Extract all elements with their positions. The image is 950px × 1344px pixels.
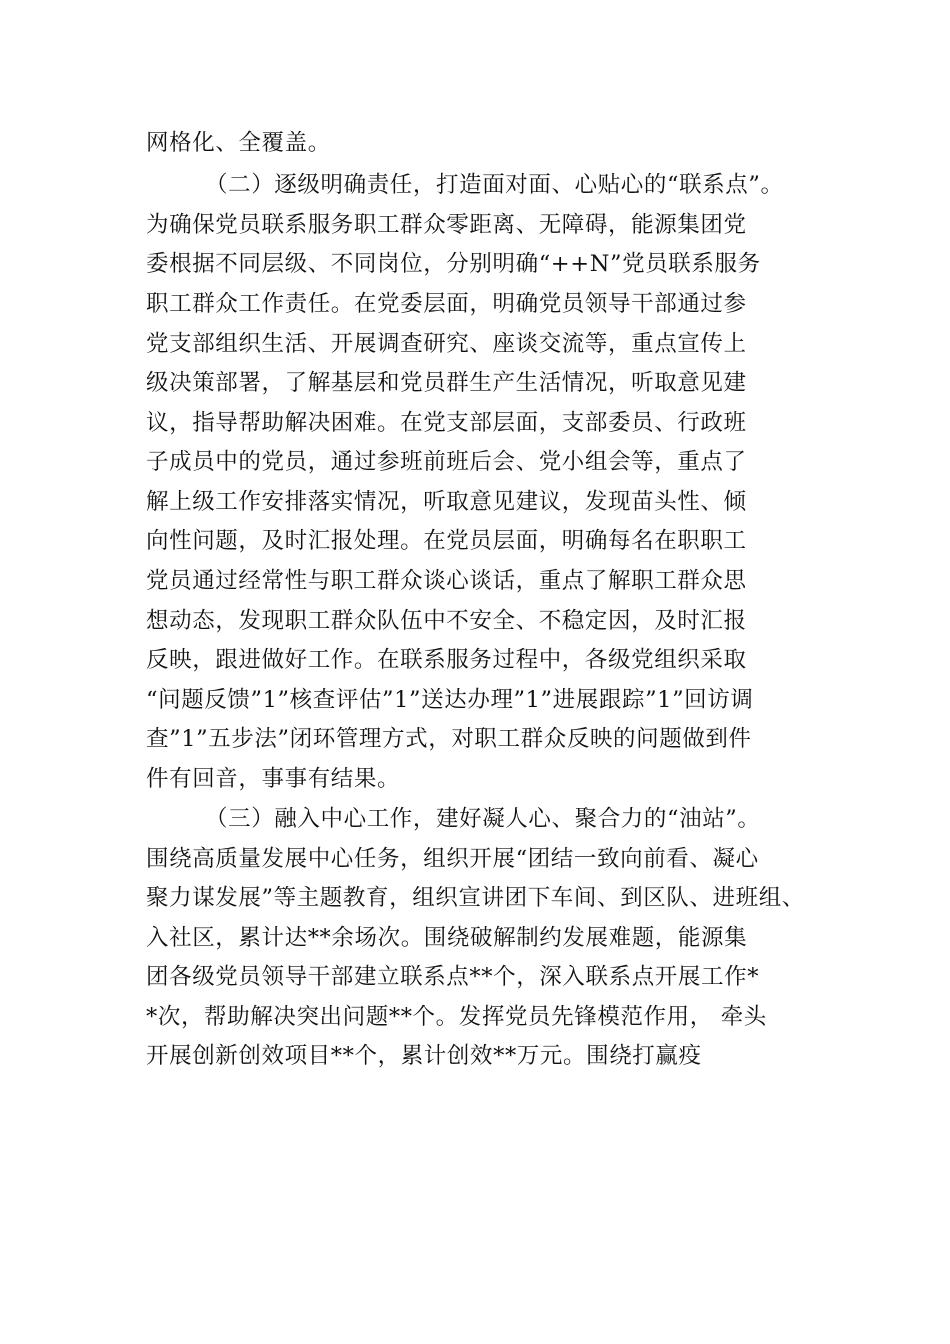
text-line: 入社区，累计达**余场次。围绕破解制约发展难题，能源集	[146, 925, 748, 951]
text-line: 解上级工作安排落实情况，听取意见建议，发现苗头性、倾	[146, 489, 747, 515]
text-line: *次，帮助解决突出问题**个。发挥党员先锋模范作用， 牵头	[146, 1004, 767, 1030]
text-line: 件有回音，事事有结果。	[146, 766, 401, 792]
text-line: 网格化、全覆盖。	[146, 130, 331, 156]
text-line: 开展创新创效项目**个，累计创效**万元。围绕打赢疫	[146, 1043, 702, 1069]
text-line: “问题反馈”1”核查评估”1”送达办理”1”进展跟踪”1”回访调	[146, 687, 754, 713]
text-line: 团各级党员领导干部建立联系点**个，深入联系点开展工作*	[146, 964, 760, 990]
text-line: 为确保党员联系服务职工群众零距离、无障碍，能源集团党	[146, 212, 747, 238]
text-line: 委根据不同层级、不同岗位，分别明确“++N”党员联系服务	[146, 251, 761, 277]
text-line: 查”1”五步法”闭环管理方式，对职工群众反映的问题做到件	[146, 726, 752, 752]
text-line: 想动态，发现职工群众队伍中不安全、不稳定因，及时汇报	[146, 608, 747, 634]
text-line: 级决策部署，了解基层和党员群生产生活情况，听取意见建	[146, 370, 747, 396]
text-line: 职工群众工作责任。在党委层面，明确党员领导干部通过参	[146, 291, 747, 317]
text-line: 党员通过经常性与职工群众谈心谈话，重点了解职工群众思	[146, 568, 747, 594]
text-line: 党支部组织生活、开展调查研究、座谈交流等，重点宣传上	[146, 331, 747, 357]
text-line: 聚力谋发展”等主题教育，组织宣讲团下车间、到区队、进班组、	[146, 885, 805, 911]
text-line: 议，指导帮助解决困难。在党支部层面，支部委员、行政班	[146, 410, 747, 436]
text-line: 反映，跟进做好工作。在联系服务过程中，各级党组织采取	[146, 647, 747, 673]
text-line: 向性问题，及时汇报处理。在党员层面，明确每名在职职工	[146, 528, 747, 554]
text-line: 围绕高质量发展中心任务，组织开展“团结一致向前看、凝心	[146, 846, 759, 872]
section-heading-3: （三）融入中心工作，建好凝人心、聚合力的“油站”。	[205, 806, 761, 832]
text-line: 子成员中的党员，通过参班前班后会、党小组会等，重点了	[146, 449, 747, 475]
section-heading-2: （二）逐级明确责任，打造面对面、心贴心的“联系点”。	[205, 172, 784, 198]
